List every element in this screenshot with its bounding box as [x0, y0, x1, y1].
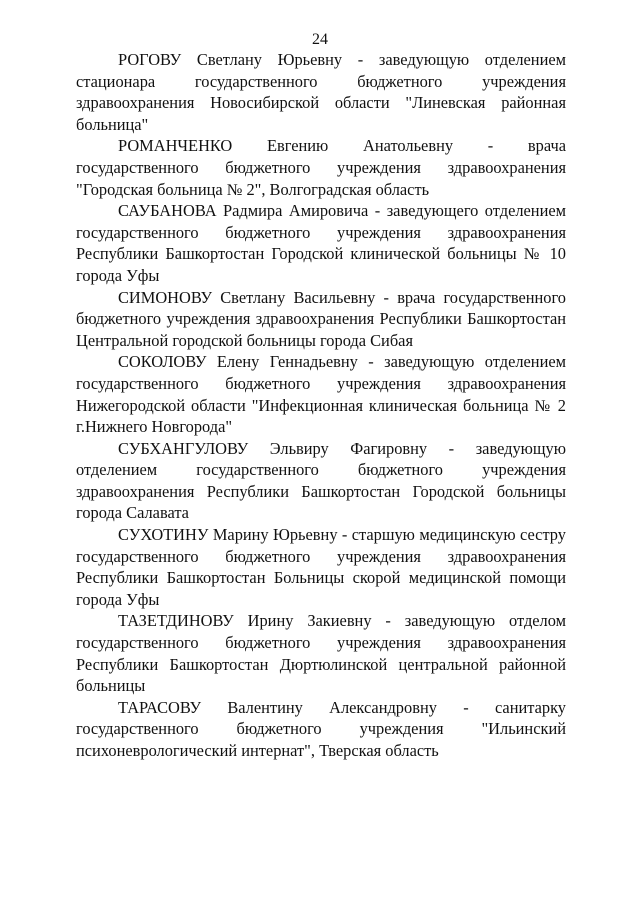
award-entry: СУБХАНГУЛОВУ Эльвиру Фагировну - заведующую отделением государственного бюджетного учреждения здравоохранения Республики Башкортостан Городской больницы города Салавата — [76, 438, 566, 523]
award-entry: РОГОВУ Светлану Юрьевну - заведующую отделением стационара государственного бюджетного учреждения здравоохранения Новосибирской области "Линевская районная больница" — [76, 50, 566, 134]
award-entry: СОКОЛОВУ Елену Геннадьевну - заведующую отделением государственного бюджетного учреждения здравоохранения Нижегородской области "Инфекционная клиническая больница № 2 г.Нижнего Новгорода" — [76, 352, 566, 437]
document-body — [76, 49, 566, 762]
award-entry: ТАЗЕТДИНОВУ Ирину Закиевну - заведующую отделом государственного бюджетного учреждения здравоохранения Республики Башкортостан Дюртюлинской центральной районной больницы — [76, 611, 566, 696]
award-entry: СИМОНОВУ Светлану Васильевну - врача государственного бюджетного учреждения здравоохранения Республики Башкортостан Центральной городской больницы города Сибая — [76, 287, 566, 350]
award-entry: РОМАНЧЕНКО Евгению Анатольевну - врача государственного бюджетного учреждения здравоохранения "Городская больница № 2", Волгоградская область — [76, 136, 566, 199]
page-number: 24 — [312, 31, 328, 48]
award-entry: САУБАНОВА Радмира Амировича - заведующего отделением государственного бюджетного учреждения здравоохранения Республики Башкортостан Городской клинической больницы № 10 города Уфы — [76, 201, 566, 285]
award-entry: ТАРАСОВУ Валентину Александровну - санитарку государственного бюджетного учреждения "Ильинский психоневрологический интернат", Тверская область — [76, 697, 566, 760]
award-entry: СУХОТИНУ Марину Юрьевну - старшую медицинскую сестру государственного бюджетного учреждения здравоохранения Республики Башкортостан Больницы скорой медицинской помощи города Уфы — [76, 525, 566, 609]
